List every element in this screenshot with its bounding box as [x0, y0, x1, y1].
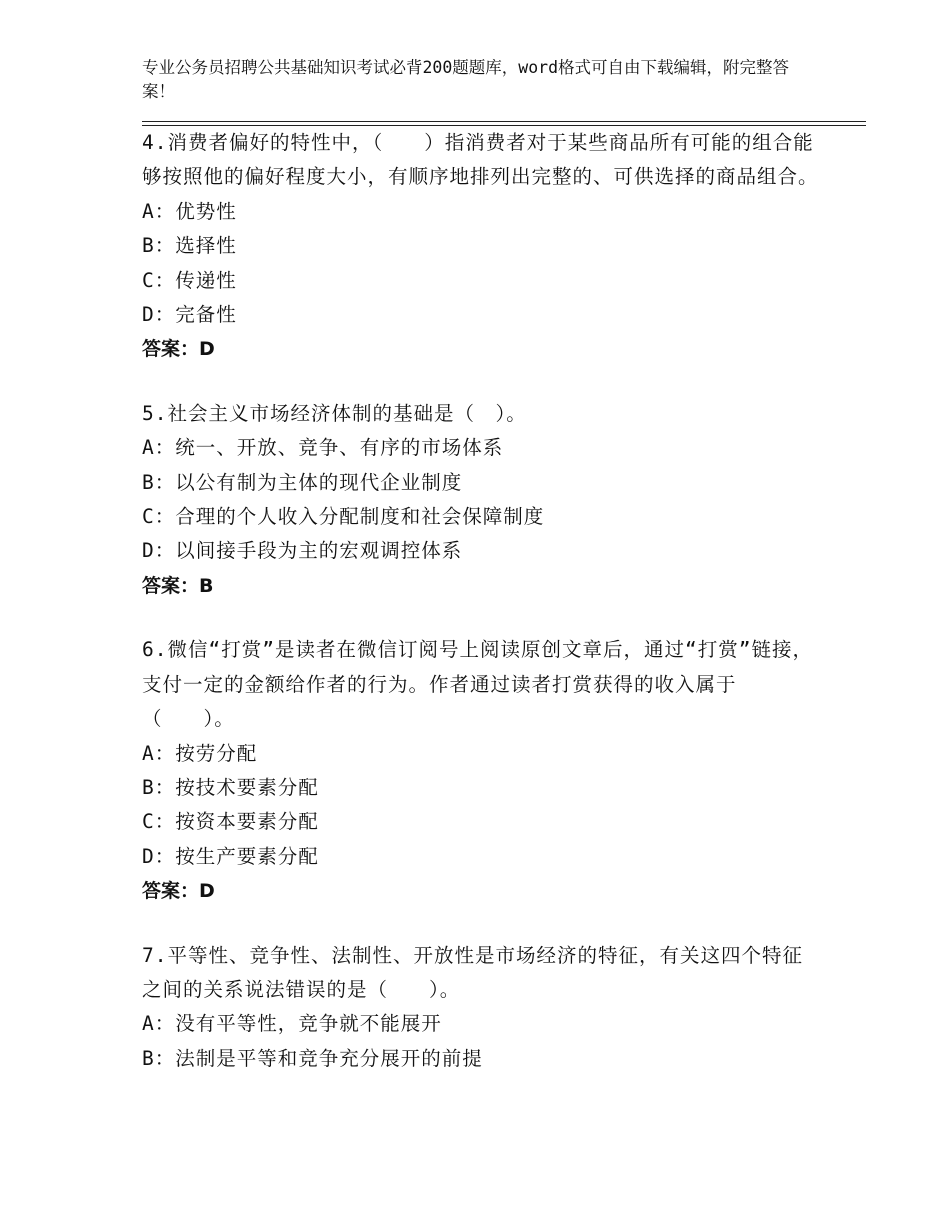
option-d: D：以间接手段为主的宏观调控体系 [142, 539, 463, 563]
answer-line: 答案：D [142, 880, 215, 903]
question-6 [142, 633, 822, 908]
question-5 [142, 397, 822, 603]
question-list [142, 126, 822, 1106]
option-a: A：按劳分配 [142, 741, 258, 765]
option-b: B：选择性 [142, 234, 237, 258]
question-stem: 7.平等性、竞争性、法制性、开放性是市场经济的特征，有关这四个特征之间的关系说法错误的是（ ）。 [142, 943, 803, 1001]
question-stem: 5.社会主义市场经济体制的基础是（ ）。 [142, 401, 527, 425]
question-stem: 6.微信“打赏”是读者在微信订阅号上阅读原创文章后，通过“打赏”链接，支付一定的金额给作者的行为。作者通过读者打赏获得的收入属于（ ）。 [142, 638, 813, 731]
option-d: D：完备性 [142, 303, 237, 327]
option-c: C：按资本要素分配 [142, 810, 319, 834]
option-a: A：没有平等性，竞争就不能展开 [142, 1012, 442, 1036]
option-b: B：以公有制为主体的现代企业制度 [142, 470, 463, 494]
option-c: C：合理的个人收入分配制度和社会保障制度 [142, 505, 545, 529]
option-d: D：按生产要素分配 [142, 844, 319, 868]
header-text: 专业公务员招聘公共基础知识考试必背200题题库，word格式可自由下载编辑，附完整答案！ [142, 58, 790, 101]
answer-line: 答案：D [142, 338, 215, 361]
option-a: A：统一、开放、竞争、有序的市场体系 [142, 436, 504, 460]
question-7 [142, 939, 822, 1077]
option-c: C：传递性 [142, 268, 237, 292]
option-b: B：按技术要素分配 [142, 775, 319, 799]
question-4 [142, 126, 822, 367]
question-stem: 4.消费者偏好的特性中，（ ）指消费者对于某些商品所有可能的组合能够按照他的偏好程度大小，有顺序地排列出完整的、可供选择的商品组合。 [142, 131, 819, 189]
document-header [142, 56, 822, 104]
option-a: A：优势性 [142, 199, 237, 223]
option-b: B：法制是平等和竞争充分展开的前提 [142, 1046, 483, 1070]
answer-line: 答案：B [142, 574, 214, 597]
